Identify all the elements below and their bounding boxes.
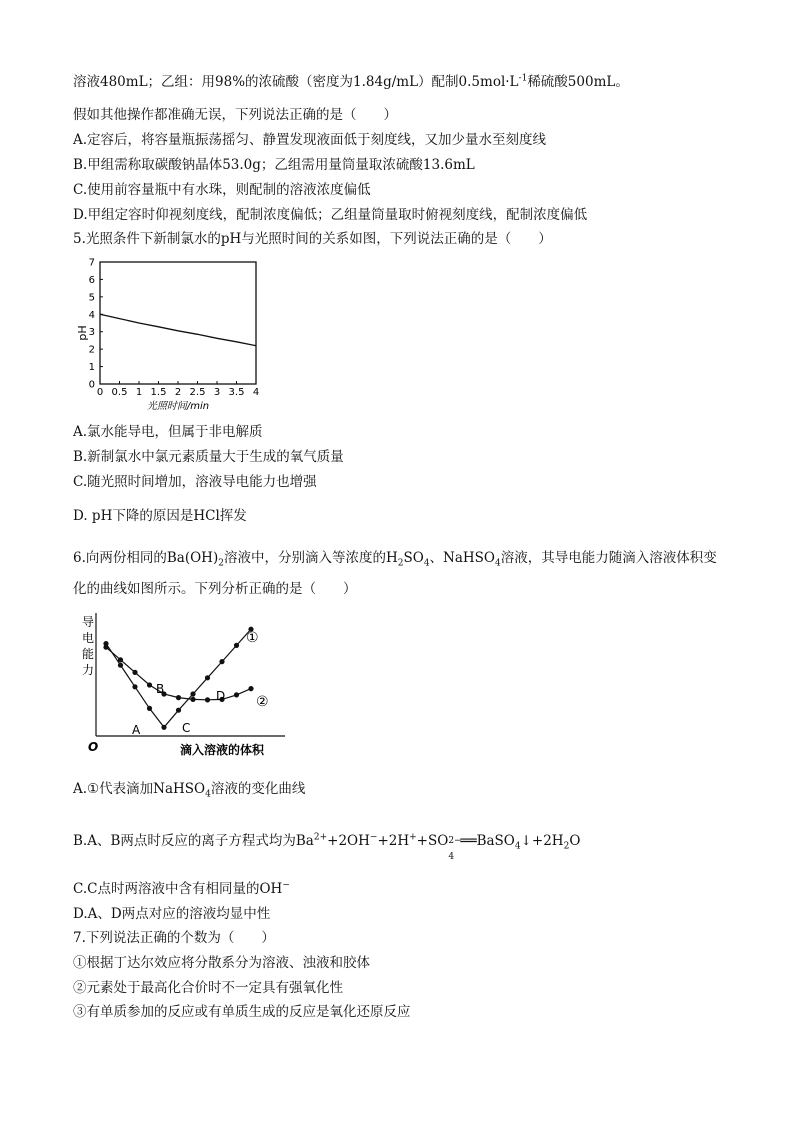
y-tick-label: 5	[88, 292, 95, 304]
series-1-point	[147, 706, 152, 711]
x-tick-label: 0	[96, 387, 104, 398]
x-tick-label: 3.5	[228, 387, 245, 398]
origin-label: O	[88, 740, 99, 754]
option-6b: B.A、B两点时反应的离子方程式均为$Ba^{2+}+2OH^-+2H^++SO$ 2− 4 $══BaSO_4↓+2H_2O$	[73, 832, 581, 862]
point-d-label: D	[216, 689, 226, 703]
statement-1: ①根据丁达尔效应将分散系分为溶液、浊液和胶体	[73, 955, 370, 971]
question-5: 5.光照条件下新制氯水的pH与光照时间的关系如图，下列说法正确的是（ ）	[73, 231, 552, 247]
x-tick-label: 0.5	[111, 387, 128, 398]
y-tick-label: 1	[88, 362, 95, 374]
y-tick-label: 4	[88, 309, 95, 321]
option-6c: C.C点时两溶液中含有相同量的OH−	[73, 880, 290, 897]
option-5a: A.氯水能导电，但属于非电解质	[73, 424, 263, 440]
question-6-line1: 6.向两份相同的$Ba(OH)_2$溶液中，分别滴入等浓度的$H_2SO_4$、NaHSO$_4$溶液，其导电能力随滴入溶液体积变	[73, 550, 717, 569]
series-1-point	[161, 725, 166, 730]
y-axis-label-1: 导	[82, 615, 95, 629]
option-4c: C.使用前容量瓶中有水珠，则配制的溶液浓度偏低	[73, 182, 371, 198]
series-2-point	[176, 695, 181, 700]
x-axis-label: 滴入溶液的体积	[180, 743, 265, 757]
plot-frame	[100, 262, 256, 384]
y-tick-label: 0	[88, 379, 95, 391]
option-6a: A.①代表滴加NaHSO$_4$溶液的变化曲线	[73, 781, 306, 800]
question-6-line2: 化的曲线如图所示。下列分析正确的是（ ）	[73, 581, 357, 597]
series-2-point	[234, 692, 239, 697]
x-tick-label: 1	[135, 387, 143, 398]
series-2-point	[118, 657, 123, 662]
y-axis-label-2: 电	[82, 631, 95, 645]
option-4d: D.甲组定容时仰视刻度线，配制浓度偏低；乙组量筒量取时俯视刻度线，配制浓度偏低	[73, 207, 588, 223]
series-2-line	[106, 647, 251, 700]
series-2-point	[103, 645, 108, 650]
y-tick-label: 3	[88, 327, 95, 339]
series-2-point	[205, 697, 210, 702]
series-1-point	[118, 663, 123, 668]
series-1-point	[132, 684, 137, 689]
y-axis-label-3: 能	[82, 647, 95, 661]
series-1-label: ①	[246, 630, 259, 646]
x-tick-label: 4	[252, 387, 260, 398]
question-stem-4: 假如其他操作都准确无误，下列说法正确的是（ ）	[73, 107, 397, 123]
series-1-point	[205, 675, 210, 680]
series-2-point	[132, 670, 137, 675]
option-5d: D. pH下降的原因是HCl挥发	[73, 508, 247, 524]
x-tick-label: 2.5	[189, 387, 206, 398]
series-1-point	[219, 659, 224, 664]
x-tick-label: 3	[213, 387, 221, 398]
y-tick-label: 6	[88, 274, 95, 286]
option-5c: C.随光照时间增加，溶液导电能力也增强	[73, 474, 317, 490]
series-2-point	[248, 686, 253, 691]
y-axis-label-4: 力	[82, 663, 95, 677]
series-2-point	[190, 697, 195, 702]
ph-curve	[100, 314, 256, 345]
x-tick-label: 1.5	[150, 387, 167, 398]
series-1-point	[190, 691, 195, 696]
option-6d: D.A、D两点对应的溶液均显中性	[73, 906, 271, 922]
x-axis-label: 光照时间/min	[146, 401, 210, 412]
point-c-label: C	[182, 721, 191, 735]
line-1: 溶液480mL；乙组：用98%的浓硫酸（密度为1.84g/mL）配制$0.5mol\cdot L^{-1}$稀硫酸500mL。	[73, 73, 629, 90]
question-7: 7.下列说法正确的个数为（ ）	[73, 930, 275, 946]
x-tick-label: 2	[174, 387, 182, 398]
series-2-point	[147, 682, 152, 687]
statement-3: ③有单质参加的反应或有单质生成的反应是氧化还原反应	[73, 1004, 411, 1020]
ph-chart	[78, 256, 278, 416]
option-4b: B.甲组需称取碳酸钠晶体53.0g；乙组需用量筒量取浓硫酸13.6mL	[73, 157, 475, 173]
y-axis-label: pH	[76, 325, 89, 341]
series-1-point	[234, 643, 239, 648]
statement-2: ②元素处于最高化合价时不一定具有强氧化性	[73, 980, 343, 996]
y-tick-label: 7	[88, 257, 95, 269]
point-b-label: B	[156, 682, 165, 696]
series-1-point	[176, 708, 181, 713]
option-5b: B.新制氯水中氯元素质量大于生成的氧气质量	[73, 449, 344, 465]
conductivity-chart	[80, 608, 300, 763]
option-4a: A.定容后，将容量瓶振荡摇匀、静置发现液面低于刻度线，又加少量水至刻度线	[73, 132, 547, 148]
y-tick-label: 2	[88, 344, 95, 356]
series-2-label: ②	[256, 694, 269, 710]
point-a-label: A	[132, 723, 141, 737]
